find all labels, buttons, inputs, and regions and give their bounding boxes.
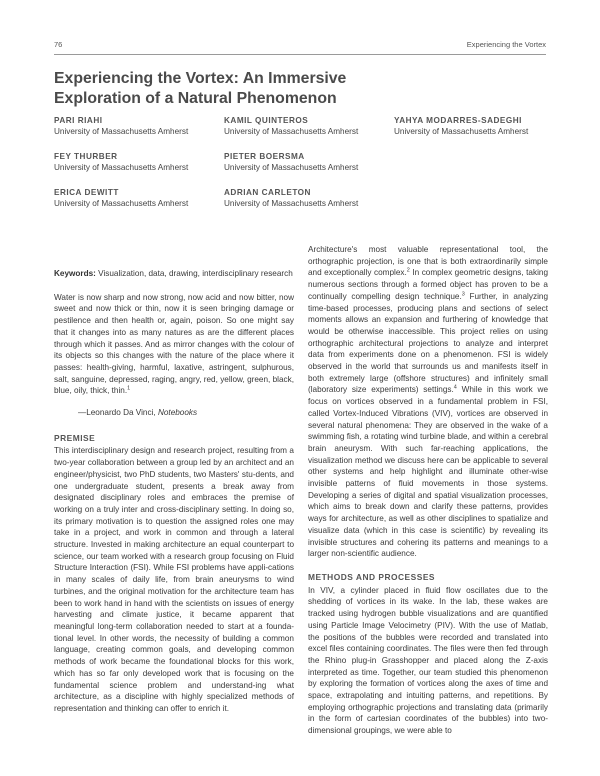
attribution-author: —Leonardo Da Vinci, [78, 408, 158, 418]
footnote-ref: 2 [406, 267, 410, 274]
author-block [54, 187, 188, 209]
intro-text: Further, in analyzing time-based processes, producing plans and sections of select moments allows an expansion and furthering of knowledge that would be otherwise inaccessible. This project relies on using orthographic architectural projections to analyze and interpret data from experiments done on a phenomenon. FSI is widely observed in the world that surrounds us and manifests itself in both extremely large (offshore structures) and infinitely small (laboratory size experiments) settings. [308, 291, 548, 395]
author-affiliation: University of Massachusetts Amherst [394, 127, 529, 136]
author-affiliation: University of Massachusetts Amherst [224, 163, 359, 172]
author-block [394, 115, 528, 137]
author-block [54, 151, 188, 173]
footnote-ref: 3 [461, 291, 465, 298]
intro-text: Architecture's most valuable representational tool, the orthographic projection, is one that is both extraordinarily simple and exceptionally complex. [308, 245, 548, 278]
epigraph-quote [54, 292, 294, 397]
title-line-2: Exploration of a Natural Phenomenon [54, 89, 337, 107]
title-line-1: Experiencing the Vortex: An Immersive [54, 70, 347, 87]
author-name: ADRIAN CARLETON [224, 188, 311, 197]
left-column [54, 268, 294, 715]
author-name: PARI RIAHI [54, 116, 103, 125]
epigraph-text: Water is now sharp and now strong, now acid and now bitter, now sweet and now thick or thin, now it is seen bringing damage or pestilence and then health or, again, poison. So one might say that it changes into as many natures as are the different places through which it passes. And as mirror changes with the colour of its objects so this changes with the nature of the place where it passes: health-giving, harmful, laxative, astringent, sulphurous, salt, sanguine, depressed, raging, angry, red, yellow, green, black, blue, oily, thick, thin. [54, 292, 294, 396]
intro-paragraph [308, 244, 548, 560]
keywords-text: Visualization, data, drawing, interdisciplinary research [95, 269, 293, 278]
footnote-ref: 1 [127, 385, 131, 392]
right-column [308, 244, 548, 737]
section-heading-premise: PREMISE [54, 432, 96, 443]
author-name: YAHYA MODARRES-SADEGHI [394, 116, 522, 125]
author-affiliation: University of Massachusetts Amherst [54, 163, 189, 172]
author-affiliation: University of Massachusetts Amherst [54, 127, 189, 136]
attribution-work: Notebooks [157, 408, 198, 418]
intro-text: In complex geometric designs, taking numerous sections through a formed object has proven to be a continually compelling design technique. [308, 268, 548, 301]
page-number: 76 [54, 40, 63, 49]
author-name: PIETER BOERSMA [224, 152, 305, 161]
author-name: KAMIL QUINTEROS [224, 116, 309, 125]
author-affiliation: University of Massachusetts Amherst [224, 199, 359, 208]
premise-paragraph: This interdisciplinary design and research project, resulting from a two-year collaboration between a group led by an architect and an engineer/physicist, two PhD students, two Masters' stu-dents, and one undergraduate student, presents a break away from designated disciplinary roles and embraces the premise of working on a truly inter and cross-disciplinary setting. In doing so, its primary motivation is to question the assigned roles one may take in a project, and work in common and through a lateral structure. Invested in making architecture an equal counterpart to science, our team worked with a research group focusing on Fluid Structure Interaction (FSI). While FSI problems have appli-cations in many scales of daily life, from brain aneurysms to wind turbines, and the original motivation for the architecture team has been to work hand in hand with the scientists on issues of energy harvesting and climate justice, it became apparent that meaningful long-term collaboration needed to start at a founda-tional level. In other words, the necessity of building a common language, creating common goals, and developing common methods of work became the foundational blocks for this work, which has so far only developed work that is focusing on the fundamental science problem and understand-ing what architecture, as a discipline with highly specialized methods of representation and thinking can offer to enrich it. [54, 446, 294, 713]
author-block [54, 115, 188, 137]
author-block [224, 115, 358, 137]
author-name: FEY THURBER [54, 152, 118, 161]
intro-text: While in this work we focus on vortices observed in a fundamental problem in FSI, called Vortex-Induced Vibrations (VIV), vortices are observed in several natural phenomena: They are observed in the wake of a swimming fish, a rotating wind turbine blade, and within a cerebral brain aneurysm. With such far-reaching applications, the visualization method we discuss here can be applicable to several other systems and help highlight and illuminate other-wise invisible patterns of fluid movements in those systems. Developing a series of digital and spatial visualization processes, which aims to break down and clarify these patterns, provides ways for architecture, as well as other disciplines to spatialize and visualize data (which in this case is scientific) by revealing its invisible structures and cohering its patterns and meanings to a larger non-scientific audience. [308, 385, 548, 559]
author-affiliation: University of Massachusetts Amherst [224, 127, 359, 136]
running-title: Experiencing the Vortex [466, 40, 546, 49]
methods-paragraph: In VIV, a cylinder placed in fluid flow oscillates due to the shedding of vortices in its wake. In the lab, these wakes are tracked using hydrogen bubble visualizations and are quantified using Particle Image Velocimetry (PIV). With the use of Matlab, the positions of the bubbles were recorded and translated into excel files containing coordinates. The files were then fed through the Rhino plug-in Grasshopper and placed along the Z-axis interpreted as time. Together, our team studied this phenomenon by exploring the formation of vortices along the axes of time and space, extrapolating and intuiting patterns, and repetitions. By employing orthographic projections and translating data (primarily in the form of cartesian coordinates of the bubbles) into two-dimensional groupings, we were able to [308, 585, 548, 736]
author-affiliation: University of Massachusetts Amherst [54, 199, 189, 208]
section-heading-methods: METHODS AND PROCESSES [308, 571, 435, 582]
author-block [224, 187, 358, 209]
running-header [54, 40, 546, 52]
keywords [54, 268, 294, 280]
footnote-ref: 4 [453, 384, 457, 391]
author-name: ERICA DEWITT [54, 188, 119, 197]
epigraph-attribution [78, 407, 294, 419]
author-block [224, 151, 358, 173]
header-divider [54, 54, 546, 55]
keywords-label: Keywords: [54, 269, 96, 278]
paper-title [54, 69, 474, 108]
